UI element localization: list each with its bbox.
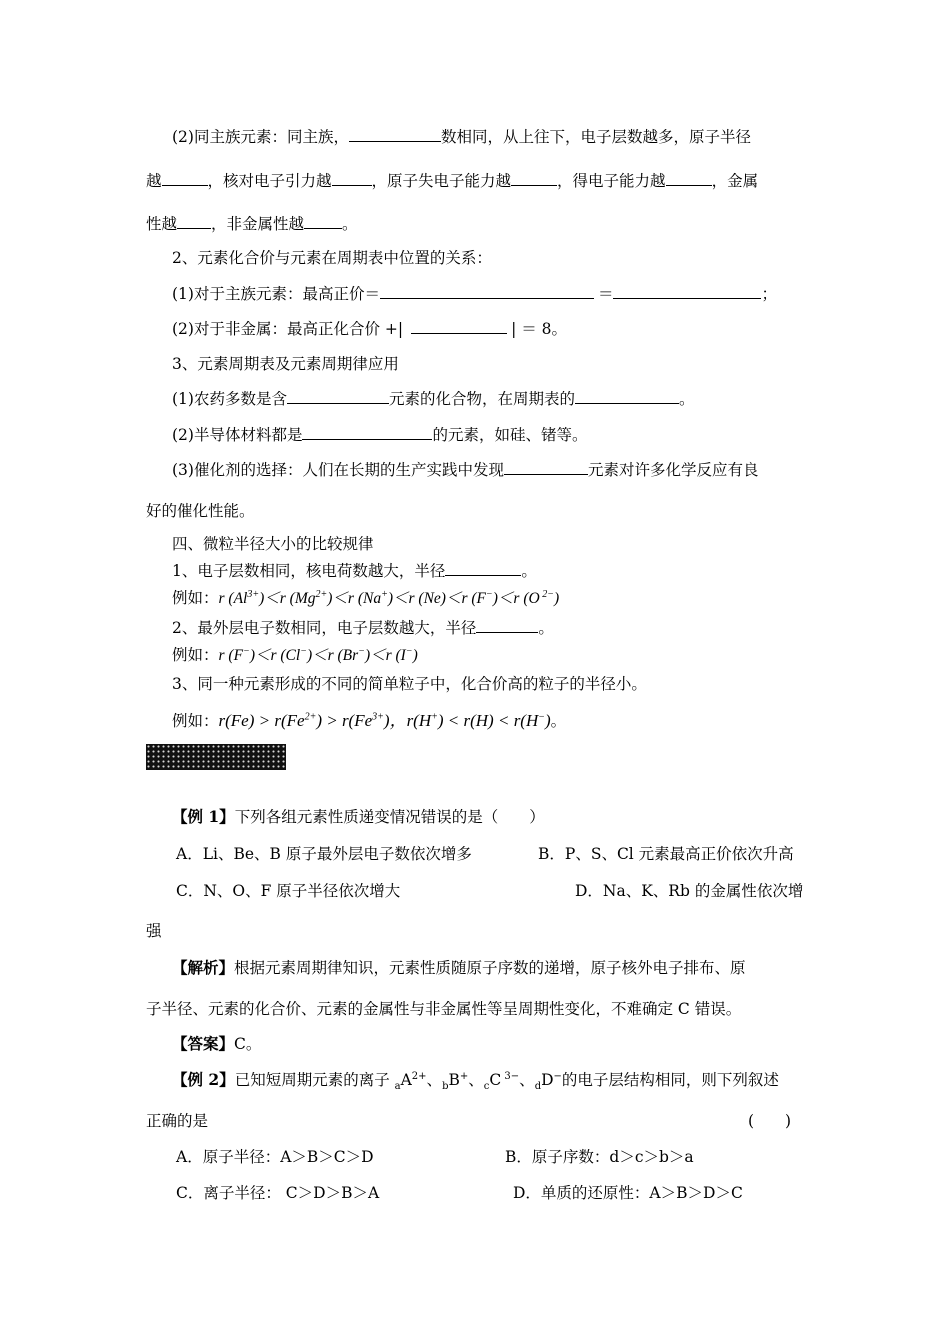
blank (476, 618, 538, 633)
blank (445, 561, 521, 576)
example2-option-d: D．单质的还原性：A＞B＞D＞C (513, 1184, 743, 1202)
example1-option-d: D．Na、K、Rb 的金属性依次增 (575, 882, 804, 900)
text: 2、最外层电子数相同，电子层数越大，半径 (172, 619, 477, 637)
blank (349, 127, 441, 142)
text: 。 (538, 619, 554, 637)
text: 。 (550, 712, 567, 730)
blank (511, 171, 557, 186)
example2-question (172, 1069, 779, 1091)
text: 数相同，从上往下，电子层数越多，原子半径 (440, 128, 751, 146)
text: 已知短周期元素的离子 (234, 1071, 395, 1089)
blank (302, 425, 432, 440)
text: ，金属 (711, 172, 759, 190)
example2-option-b: B．原子序数：d＞c＞b＞a (505, 1148, 694, 1166)
text: 性越 (146, 215, 178, 233)
blank (162, 171, 208, 186)
example2-question-cont: 正确的是 (146, 1112, 209, 1130)
blank (177, 214, 211, 229)
text: C。 (234, 1035, 262, 1053)
ion-formula: $_aA^{2+}$、$_b$B+、$_c$C $^{3-}$、$_d$D− (394, 1070, 562, 1093)
text: ； (761, 285, 777, 303)
example1-question (172, 806, 545, 828)
line-p2-cont (146, 170, 758, 192)
text: 下列各组元素性质递变情况错误的是（ ） (234, 808, 545, 826)
heading-application: 3、元素周期表及元素周期律应用 (172, 355, 399, 373)
blank (332, 171, 372, 186)
analysis-line-1 (172, 957, 746, 979)
analysis-line-2: 子半径、元素的化合价、元素的金属性与非金属性等呈周期性变化，不难确定 C 错误。 (146, 1000, 742, 1018)
text: 元素对许多化学反应有良 (587, 461, 759, 479)
tag: 【例 2】 (172, 1070, 235, 1089)
line-p2 (172, 126, 751, 148)
line-p2-cont2 (146, 213, 358, 235)
text: (3)催化剂的选择：人们在长期的生产实践中发现 (172, 461, 504, 479)
example-2 (172, 644, 418, 667)
rule-1 (172, 560, 537, 582)
text: (2)同主族元素：同主族， (172, 128, 349, 146)
line-app-3 (172, 459, 758, 481)
text: 。 (521, 562, 537, 580)
formula-radius-1: r $(Al^{3+})<r$ $(Mg^{2+})<r$ (Na+)＜r (Ne)＜r (F−)＜r (O $^{2-}$) (218, 588, 560, 607)
text: (2)对于非金属：最高正化合价 +| (172, 320, 404, 338)
text: ，得电子能力越 (557, 172, 666, 190)
line-valence-1 (172, 283, 777, 305)
example1-option-a: A．Li、Be、B 原子最外层电子数依次增多 (176, 845, 472, 863)
example-label: 例如： (172, 646, 219, 664)
formula-radius-2: r (F−)＜r (Cl−)＜r (Br−)＜r (I−) (218, 645, 418, 664)
text: 元素的化合物，在周期表的 (388, 390, 575, 408)
example1-option-d-cont: 强 (146, 922, 162, 940)
example2-option-a: A．原子半径：A＞B＞C＞D (176, 1148, 374, 1166)
formula-radius-3: $r(Fe) > r(Fe^{2+}) > r(Fe^{3+})$，r(H+) < r(H) < r(H−) (218, 711, 551, 730)
text: 1、电子层数相同，核电荷数越大，半径 (172, 562, 446, 580)
example2-option-c: C．离子半径： C＞D＞B＞A (176, 1184, 380, 1202)
blank (613, 284, 761, 299)
example-1 (172, 587, 559, 610)
tag: 【答案】 (172, 1034, 235, 1053)
heading-radius: 四、微粒半径大小的比较规律 (172, 535, 374, 553)
example1-option-c: C．N、O、F 原子半径依次增大 (176, 882, 401, 900)
text: 的元素，如硅、锗等。 (432, 426, 588, 444)
rule-2 (172, 617, 554, 639)
text: 。 (678, 390, 695, 408)
text: (2)半导体材料都是 (172, 426, 303, 444)
example-label: 例如： (172, 712, 219, 730)
text: 根据元素周期律知识，元素性质随原子序数的递增，原子核外电子排布、原 (234, 959, 746, 977)
text: | ＝ 8。 (511, 320, 568, 338)
example-label: 例如： (172, 589, 219, 607)
rule-3: 3、同一种元素形成的不同的简单粒子中，化合价高的粒子的半径小。 (172, 675, 647, 693)
answer (172, 1033, 261, 1055)
example1-option-b: B．P、S、Cl 元素最高正价依次升高 (538, 845, 794, 863)
text: 。 (342, 215, 358, 233)
section-badge-image (146, 744, 286, 770)
answer-paren: ( ) (748, 1112, 792, 1130)
text: ，原子失电子能力越 (371, 172, 512, 190)
blank (666, 171, 712, 186)
line-app-1 (172, 388, 695, 410)
blank (304, 214, 342, 229)
blank (380, 284, 594, 299)
text: (1)农药多数是含 (172, 390, 287, 408)
text: ，核对电子引力越 (207, 172, 332, 190)
heading-valence: 2、元素化合价与元素在周期表中位置的关系： (172, 249, 492, 267)
text: 的电子层结构相同，则下列叙述 (561, 1071, 779, 1089)
blank (504, 460, 588, 475)
line-valence-2 (172, 318, 567, 340)
example-3 (172, 710, 566, 732)
blank (411, 319, 507, 334)
blank (575, 389, 679, 404)
text: ＝ (597, 285, 614, 303)
blank (287, 389, 389, 404)
line-app-2 (172, 424, 587, 446)
text: ，非金属性越 (211, 215, 305, 233)
tag: 【解析】 (172, 958, 235, 977)
text: 越 (146, 172, 162, 190)
text: (1)对于主族元素：最高正价＝ (172, 285, 380, 303)
tag: 【例 1】 (172, 807, 235, 826)
line-app-3-cont: 好的催化性能。 (146, 502, 255, 520)
